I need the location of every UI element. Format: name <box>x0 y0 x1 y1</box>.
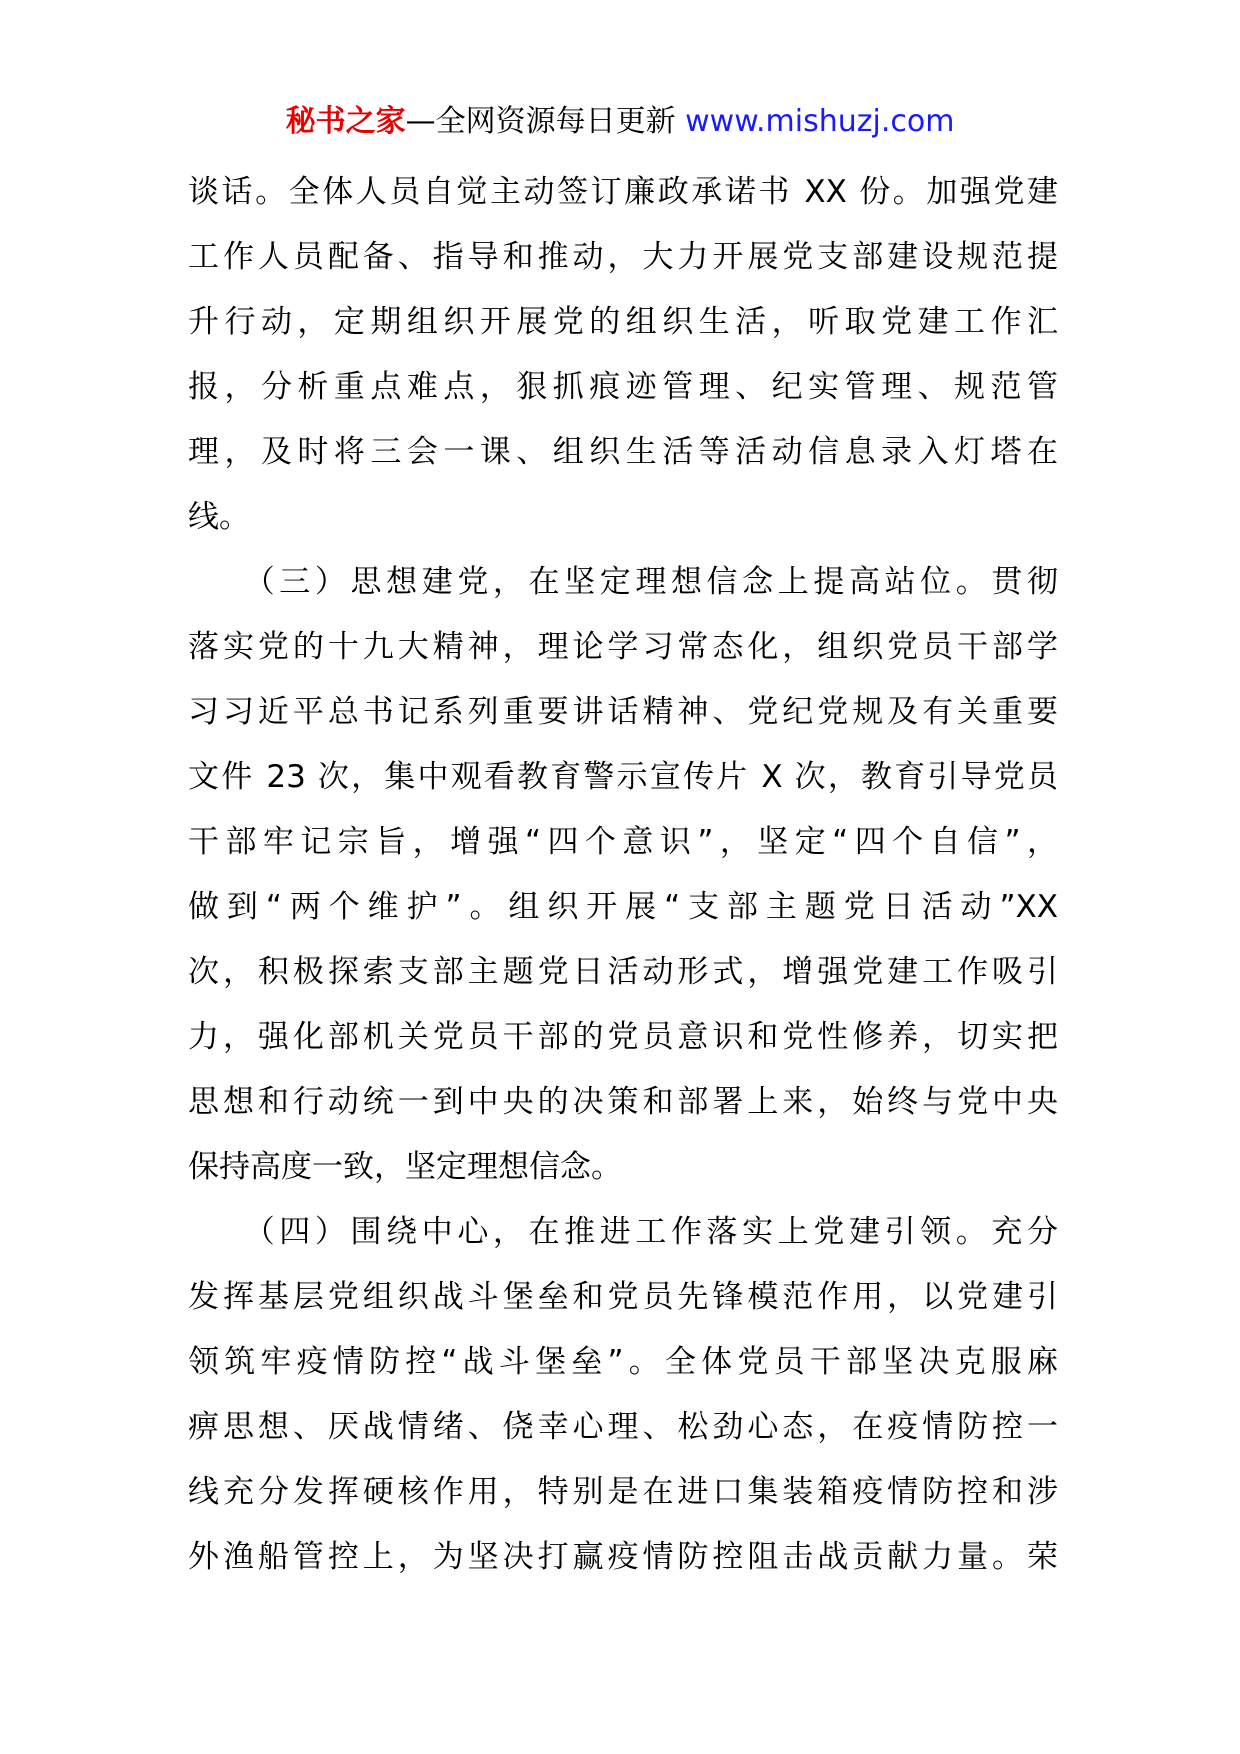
body-line: 干部牢记宗旨，增强“四个意识”，坚定“四个自信”， <box>188 824 1058 860</box>
body-line: 思想和行动统一到中央的决策和部署上来，始终与党中央 <box>188 1084 1058 1120</box>
body-line: 做到“两个维护”。组织开展“支部主题党日活动”XX <box>188 889 1058 925</box>
document-body <box>188 160 1058 1590</box>
body-line: 理，及时将三会一课、组织生活等活动信息录入灯塔在 <box>188 434 1058 470</box>
body-line: 工作人员配备、指导和推动，大力开展党支部建设规范提 <box>188 239 1058 275</box>
body-line: 线充分发挥硬核作用，特别是在进口集装箱疫情防控和涉 <box>188 1474 1058 1510</box>
body-line: 落实党的十九大精神，理论学习常态化，组织党员干部学 <box>188 629 1058 665</box>
header-tagline: —全网资源每日更新 <box>405 104 686 139</box>
body-line: （四）围绕中心，在推进工作落实上党建引领。充分 <box>188 1214 1058 1250</box>
site-url-link[interactable]: www.mishuzj.com <box>685 104 955 139</box>
body-line: 领筑牢疫情防控“战斗堡垒”。全体党员干部坚决克服麻 <box>188 1344 1058 1380</box>
body-line: 痹思想、厌战情绪、侥幸心理、松劲心态，在疫情防控一 <box>188 1409 1058 1445</box>
body-line: 线。 <box>188 499 250 535</box>
body-line: 外渔船管控上，为坚决打赢疫情防控阻击战贡献力量。荣 <box>188 1539 1058 1575</box>
body-line: 升行动，定期组织开展党的组织生活，听取党建工作汇 <box>188 304 1058 340</box>
body-line: 保持高度一致，坚定理想信念。 <box>188 1149 622 1185</box>
body-line: 谈话。全体人员自觉主动签订廉政承诺书 XX 份。加强党建 <box>188 174 1058 210</box>
body-line: 报，分析重点难点，狠抓痕迹管理、纪实管理、规范管 <box>188 369 1058 405</box>
body-line: 习习近平总书记系列重要讲话精神、党纪党规及有关重要 <box>188 694 1058 730</box>
body-line: 发挥基层党组织战斗堡垒和党员先锋模范作用，以党建引 <box>188 1279 1058 1315</box>
body-line: 力，强化部机关党员干部的党员意识和党性修养，切实把 <box>188 1019 1058 1055</box>
page-header <box>0 100 1240 144</box>
body-line: 文件 23 次，集中观看教育警示宣传片 X 次，教育引导党员 <box>188 759 1058 795</box>
brand-name: 秘书之家 <box>285 104 406 139</box>
body-line: 次，积极探索支部主题党日活动形式，增强党建工作吸引 <box>188 954 1058 990</box>
body-line: （三）思想建党，在坚定理想信念上提高站位。贯彻 <box>188 564 1058 600</box>
